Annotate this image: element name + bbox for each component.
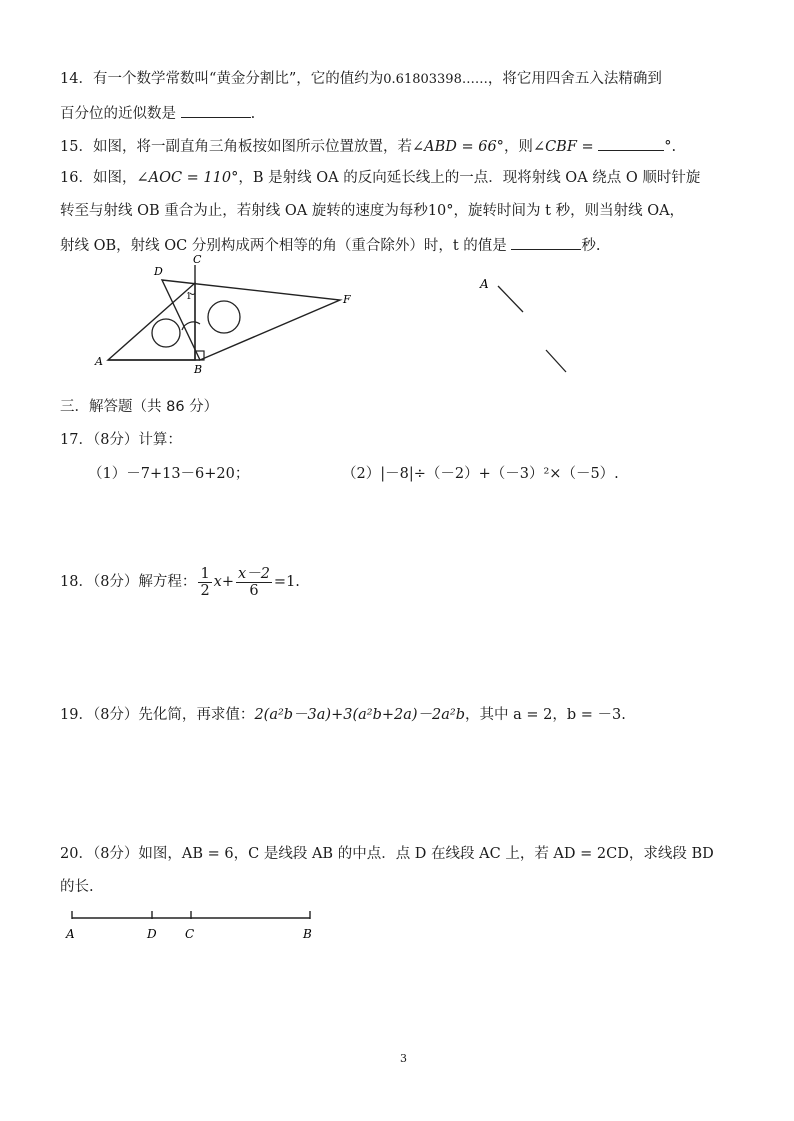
q17-part2-expr: |－8|÷（－2）+（－3）²×（－5）. [380,466,619,482]
label-a: A [66,927,75,941]
q18-plus: + [221,574,235,590]
q15-text-b: ，则 [503,139,533,155]
ray-ob-segment [546,350,566,372]
q18-line [60,562,300,602]
q18-head: （8分）解方程： [92,574,197,590]
q16-line1-b: ，B 是射线 OA 的反向延长线上的一点．现将射线 OA 绕点 O 顺时针旋 [238,170,701,186]
q20-line1 [60,843,714,865]
q18-rhs: =1. [273,574,300,590]
q18-fraction-2 [236,566,272,599]
q19-head: （8分）先化简，再求值： [92,707,255,723]
q19-expression: 2(a²b－3a)+3(a²b+2a)－2a²b [254,707,465,723]
q15-number: 15． [60,139,93,155]
label-angle-1: 1 [186,292,192,302]
q16-line1 [60,167,700,189]
q18-fraction-1 [198,566,211,599]
ray-oa-segment [498,286,523,312]
q14-line2-text: 百分位的近似数是 [60,106,176,122]
q20-line1-text: （8分）如图，AB = 6，C 是线段 AB 的中点．点 D 在线段 AC 上，若 AD = 2CD，求线段 BD [92,846,714,862]
q15-text-a: 如图，将一副直角三角板按如图所示位置放置，若 [92,139,412,155]
q16-line3-text: 射线 OB，射线 OC 分别构成两个相等的角（重合除外）时，t 的值是 [60,238,507,254]
q19-tail: ，其中 a = 2，b = －3. [465,707,626,723]
triangle-hole-circle [152,319,180,347]
q20-line2 [60,876,94,898]
q14-line1 [60,68,662,91]
q16-number: 16． [60,170,93,186]
q14-answer-blank[interactable] [181,101,251,118]
q20-figure [60,900,330,945]
q17-part2-label: （2） [342,466,381,482]
page-number: 3 [400,1052,407,1065]
q17-part2 [342,463,619,485]
q17-line [60,429,182,451]
q16-angle: ∠AOC = 110° [136,170,239,186]
q14-line2: 百分位的近似数是 . [60,101,255,125]
section-3-title: 三．解答题（共 86 分） [60,399,219,415]
q18-number: 18． [60,574,93,590]
q17-part1-expr: －7+13－6+20； [126,466,250,482]
label-d: D [154,265,163,278]
q16-line2-text: 转至与射线 OB 重合为止，若射线 OA 旋转的速度为每秒10°，旋转时间为 t 秒，则当射线 OA， [60,203,685,219]
label-b: B [303,927,312,941]
q16-line2 [60,200,684,222]
label-a: A [480,277,489,291]
q14-text-a: 有一个数学常数叫“黄金分割比”，它的值约为 [92,71,384,87]
label-a: A [95,355,103,368]
q15-unit: °. [664,139,677,155]
q16-figure [478,272,588,382]
q17-part1 [88,463,249,485]
q15-figure [90,255,365,380]
q18-fraction-1-den: 2 [200,582,210,599]
q14-value: 0.61803398…… [383,72,488,87]
q16-line1-a: 如图， [92,170,137,186]
label-c: C [185,927,195,941]
q15-answer-blank[interactable] [598,134,664,151]
q14-text-b: ，将它用四舍五入法精确到 [487,71,662,87]
q19-number: 19． [60,707,93,723]
label-c: C [193,255,202,266]
q18-x: x [213,574,222,590]
q15-line [60,134,676,158]
q18-fraction-2-num: x－2 [238,565,270,582]
q17-head: （8分）计算： [92,432,182,448]
q20-number: 20． [60,846,93,862]
label-d: D [147,927,157,941]
label-f: F [343,293,351,306]
q16-answer-blank[interactable] [511,233,581,250]
q17-part1-label: （1） [88,466,127,482]
q16-unit: 秒. [581,238,601,254]
q15-ask: ∠CBF = [532,139,594,155]
q20-line2-text: 的长. [60,879,94,895]
q14-number: 14． [60,71,93,87]
triangle-hole-circle-2 [208,301,240,333]
q18-fraction-2-den: 6 [249,582,259,599]
q16-line3 [60,233,601,257]
q15-condition: ∠ABD = 66° [411,139,504,155]
q18-fraction-1-num: 1 [200,565,210,582]
q19-line [60,704,626,726]
label-b: B [194,363,203,376]
q17-number: 17． [60,432,93,448]
